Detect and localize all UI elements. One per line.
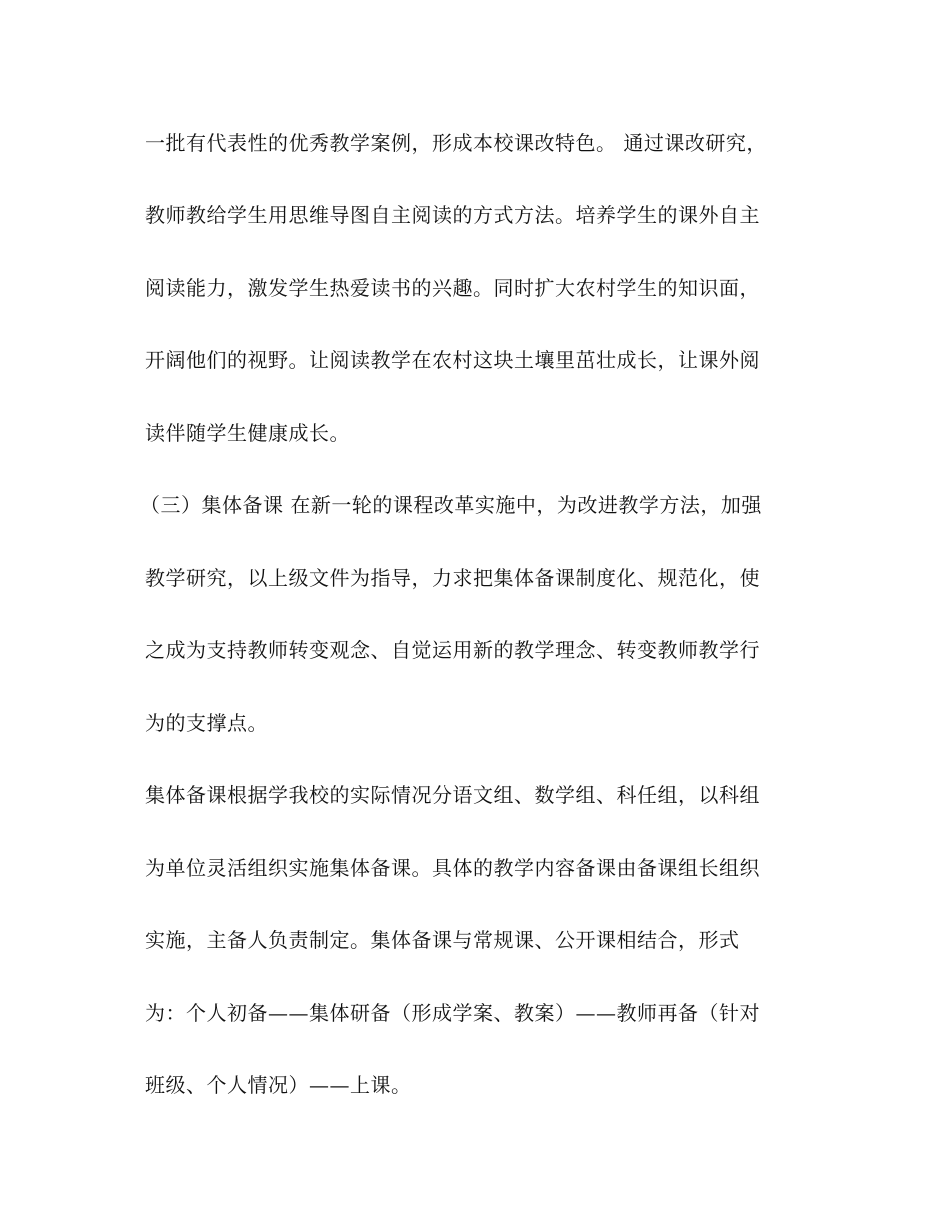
text-line: 为：个人初备——集体研备（形成学案、教案）——教师再备（针对 xyxy=(145,1001,760,1025)
text-line: 之成为支持教师转变观念、自觉运用新的教学理念、转变教师教学行 xyxy=(145,638,760,662)
text-line: 开阔他们的视野。让阅读教学在农村这块土壤里茁壮成长，让课外阅 xyxy=(145,348,760,372)
text-line: 阅读能力，激发学生热爱读书的兴趣。同时扩大农村学生的知识面， xyxy=(145,276,760,300)
text-line: 读伴随学生健康成长。 xyxy=(145,421,350,445)
text-line: 教师教给学生用思维导图自主阅读的方式方法。培养学生的课外自主 xyxy=(145,203,760,227)
text-line: 一批有代表性的优秀教学案例，形成本校课改特色。 通过课改研究， xyxy=(145,131,767,155)
text-line: 实施，主备人负责制定。集体备课与常规课、公开课相结合，形式 xyxy=(145,928,740,952)
text-line: 班级、个人情况）——上课。 xyxy=(145,1073,412,1097)
text-line: 为单位灵活组织实施集体备课。具体的教学内容备课由备课组长组织 xyxy=(145,856,760,880)
text-line: 集体备课根据学我校的实际情况分语文组、数学组、科任组，以科组 xyxy=(145,783,760,807)
text-line: 为的支撑点。 xyxy=(145,711,268,735)
text-line: 教学研究，以上级文件为指导，力求把集体备课制度化、规范化，使 xyxy=(145,566,760,590)
section-heading-line: （三）集体备课 在新一轮的课程改革实施中，为改进教学方法，加强 xyxy=(140,493,762,517)
